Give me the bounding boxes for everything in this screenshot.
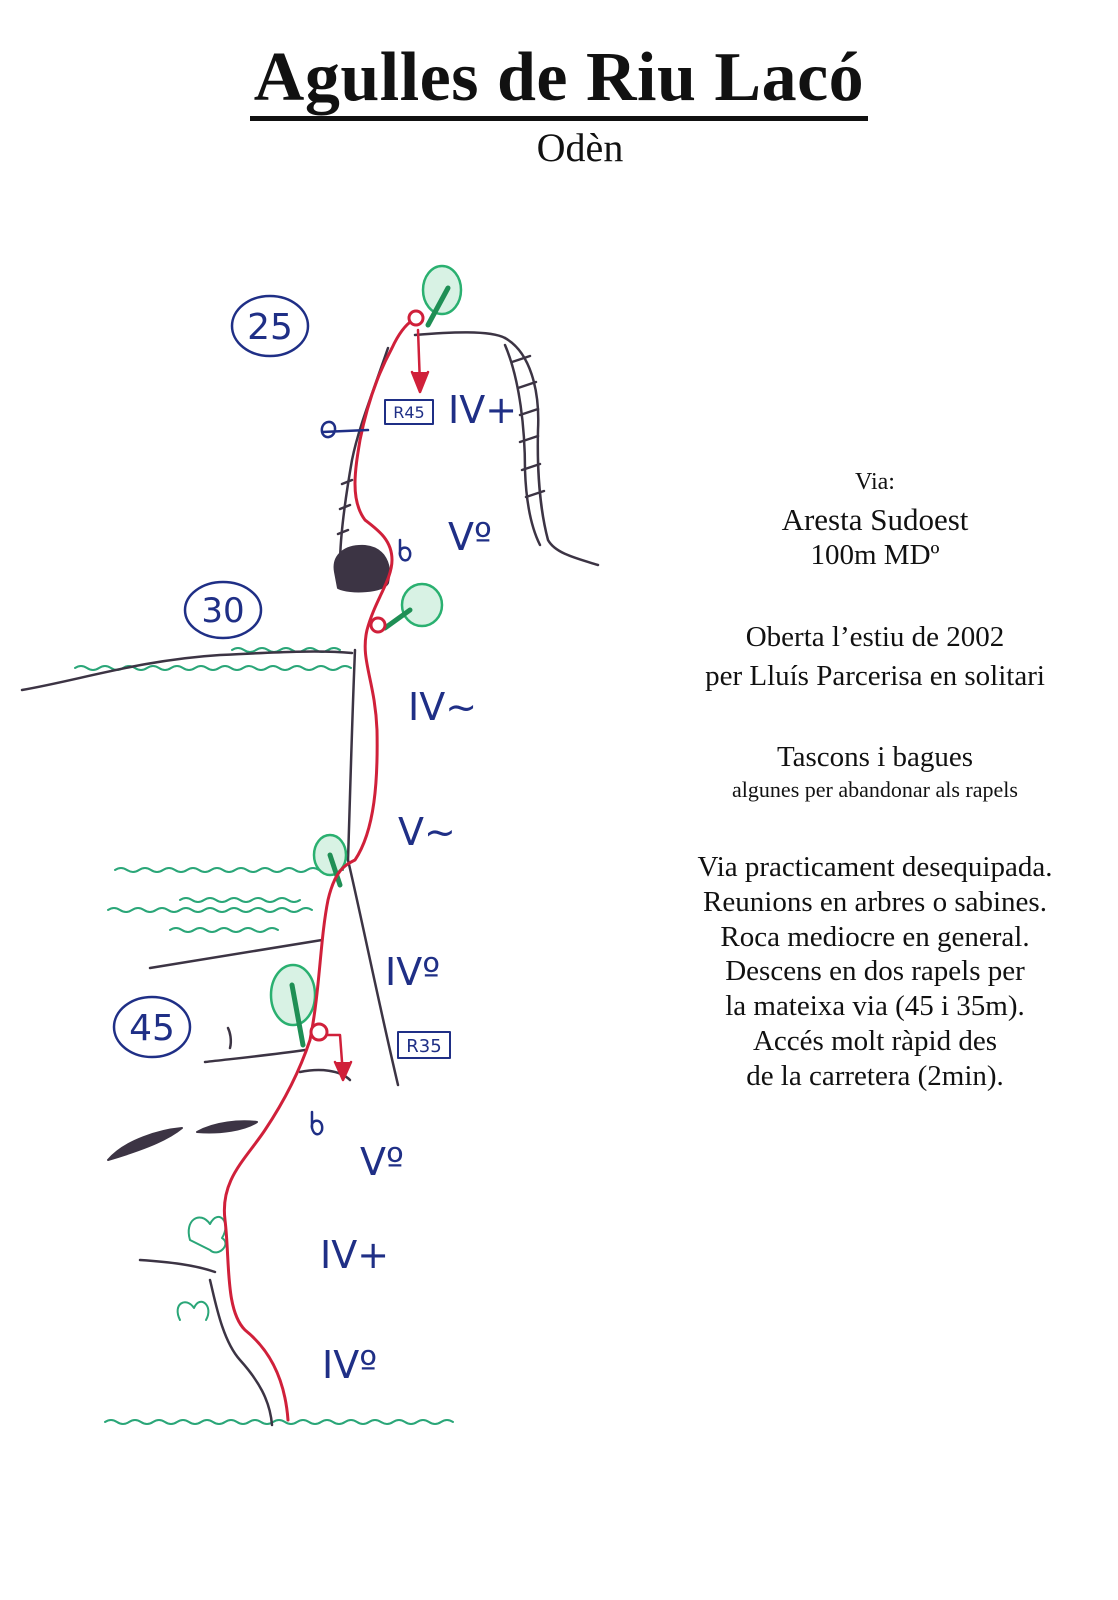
- grass-line: [108, 908, 312, 912]
- rock-outlines: [22, 332, 598, 1425]
- note-line: la mateixa via (45 i 35m).: [725, 990, 1025, 1023]
- pitch-length-label: 30: [201, 591, 245, 631]
- grade-label: IVº: [385, 950, 441, 994]
- peg-icon: [400, 540, 410, 560]
- lower-face-edge: [348, 650, 355, 860]
- route-info: [640, 468, 1110, 573]
- tree-icon: [271, 965, 315, 1045]
- grade-label: Vº: [360, 1140, 404, 1184]
- peg-icon: [312, 1112, 322, 1134]
- note-line: Accés molt ràpid des: [752, 1024, 997, 1057]
- grass-line: [180, 898, 300, 902]
- pitch-length-label: 45: [129, 1008, 175, 1049]
- lower-ledge: [140, 1260, 215, 1272]
- belay-station: [409, 311, 423, 325]
- tree-icon: [314, 835, 346, 885]
- tree-icon: [385, 584, 442, 628]
- chockstone: [335, 546, 390, 591]
- gear-line: algunes per abandonar als rapels: [732, 776, 1018, 802]
- ledge-line: [228, 1028, 231, 1048]
- opening-info: [640, 620, 1110, 694]
- route-name: Aresta Sudoest: [781, 501, 969, 537]
- belay-station: [371, 618, 385, 632]
- ledge-line: [205, 1050, 305, 1062]
- grade-label: IV+: [320, 1233, 390, 1277]
- note-line: de la carretera (2min).: [746, 1059, 1004, 1092]
- grade-label: IV~: [408, 685, 478, 729]
- loose-block: [108, 1128, 182, 1160]
- spire-summit: [415, 332, 505, 338]
- opening-line: per Lluís Parcerisa en solitari: [705, 659, 1045, 692]
- pitch-length-label: 25: [247, 307, 293, 348]
- spire-right-edge: [505, 338, 598, 565]
- grade-label: Vº: [448, 515, 492, 559]
- tree-icon: [423, 266, 461, 325]
- mid-ledge: [150, 940, 322, 968]
- spire-inner-edge: [505, 345, 540, 545]
- gear-line: Tascons i bagues: [776, 741, 974, 773]
- loose-block: [197, 1121, 257, 1132]
- opening-line: Oberta l’estiu de 2002: [745, 621, 1005, 653]
- note-line: Descens en dos rapels per: [725, 955, 1025, 988]
- route-label: Via:: [855, 469, 895, 495]
- arrow-head: [412, 372, 428, 392]
- note-line: Reunions en arbres o sabines.: [703, 885, 1047, 918]
- route-length-grade: 100m MDº: [810, 538, 940, 571]
- page-title: Agulles de Riu Lacó: [0, 38, 1118, 118]
- belay-station: [311, 1024, 327, 1040]
- pitch-circles: [114, 296, 308, 1057]
- grade-label: V~: [398, 810, 456, 854]
- route-notes: [640, 850, 1110, 1094]
- note-line: Roca mediocre en general.: [720, 920, 1030, 953]
- rappel-label: R45: [393, 403, 425, 422]
- base-edge: [210, 1280, 272, 1425]
- page-subtitle: Odèn: [536, 125, 624, 170]
- bush-outline: [178, 1302, 209, 1320]
- grass-line: [115, 868, 343, 872]
- grade-label: IV+: [448, 388, 518, 432]
- grade-label: IVº: [322, 1343, 378, 1387]
- hatch-lines: [338, 356, 544, 534]
- rappel-label: R35: [406, 1036, 442, 1057]
- gear-info: [640, 740, 1110, 803]
- bush-outline: [189, 1217, 226, 1252]
- note-line: Via practicament desequipada.: [697, 851, 1053, 883]
- grass-line: [105, 1420, 453, 1424]
- grass-line: [170, 928, 278, 932]
